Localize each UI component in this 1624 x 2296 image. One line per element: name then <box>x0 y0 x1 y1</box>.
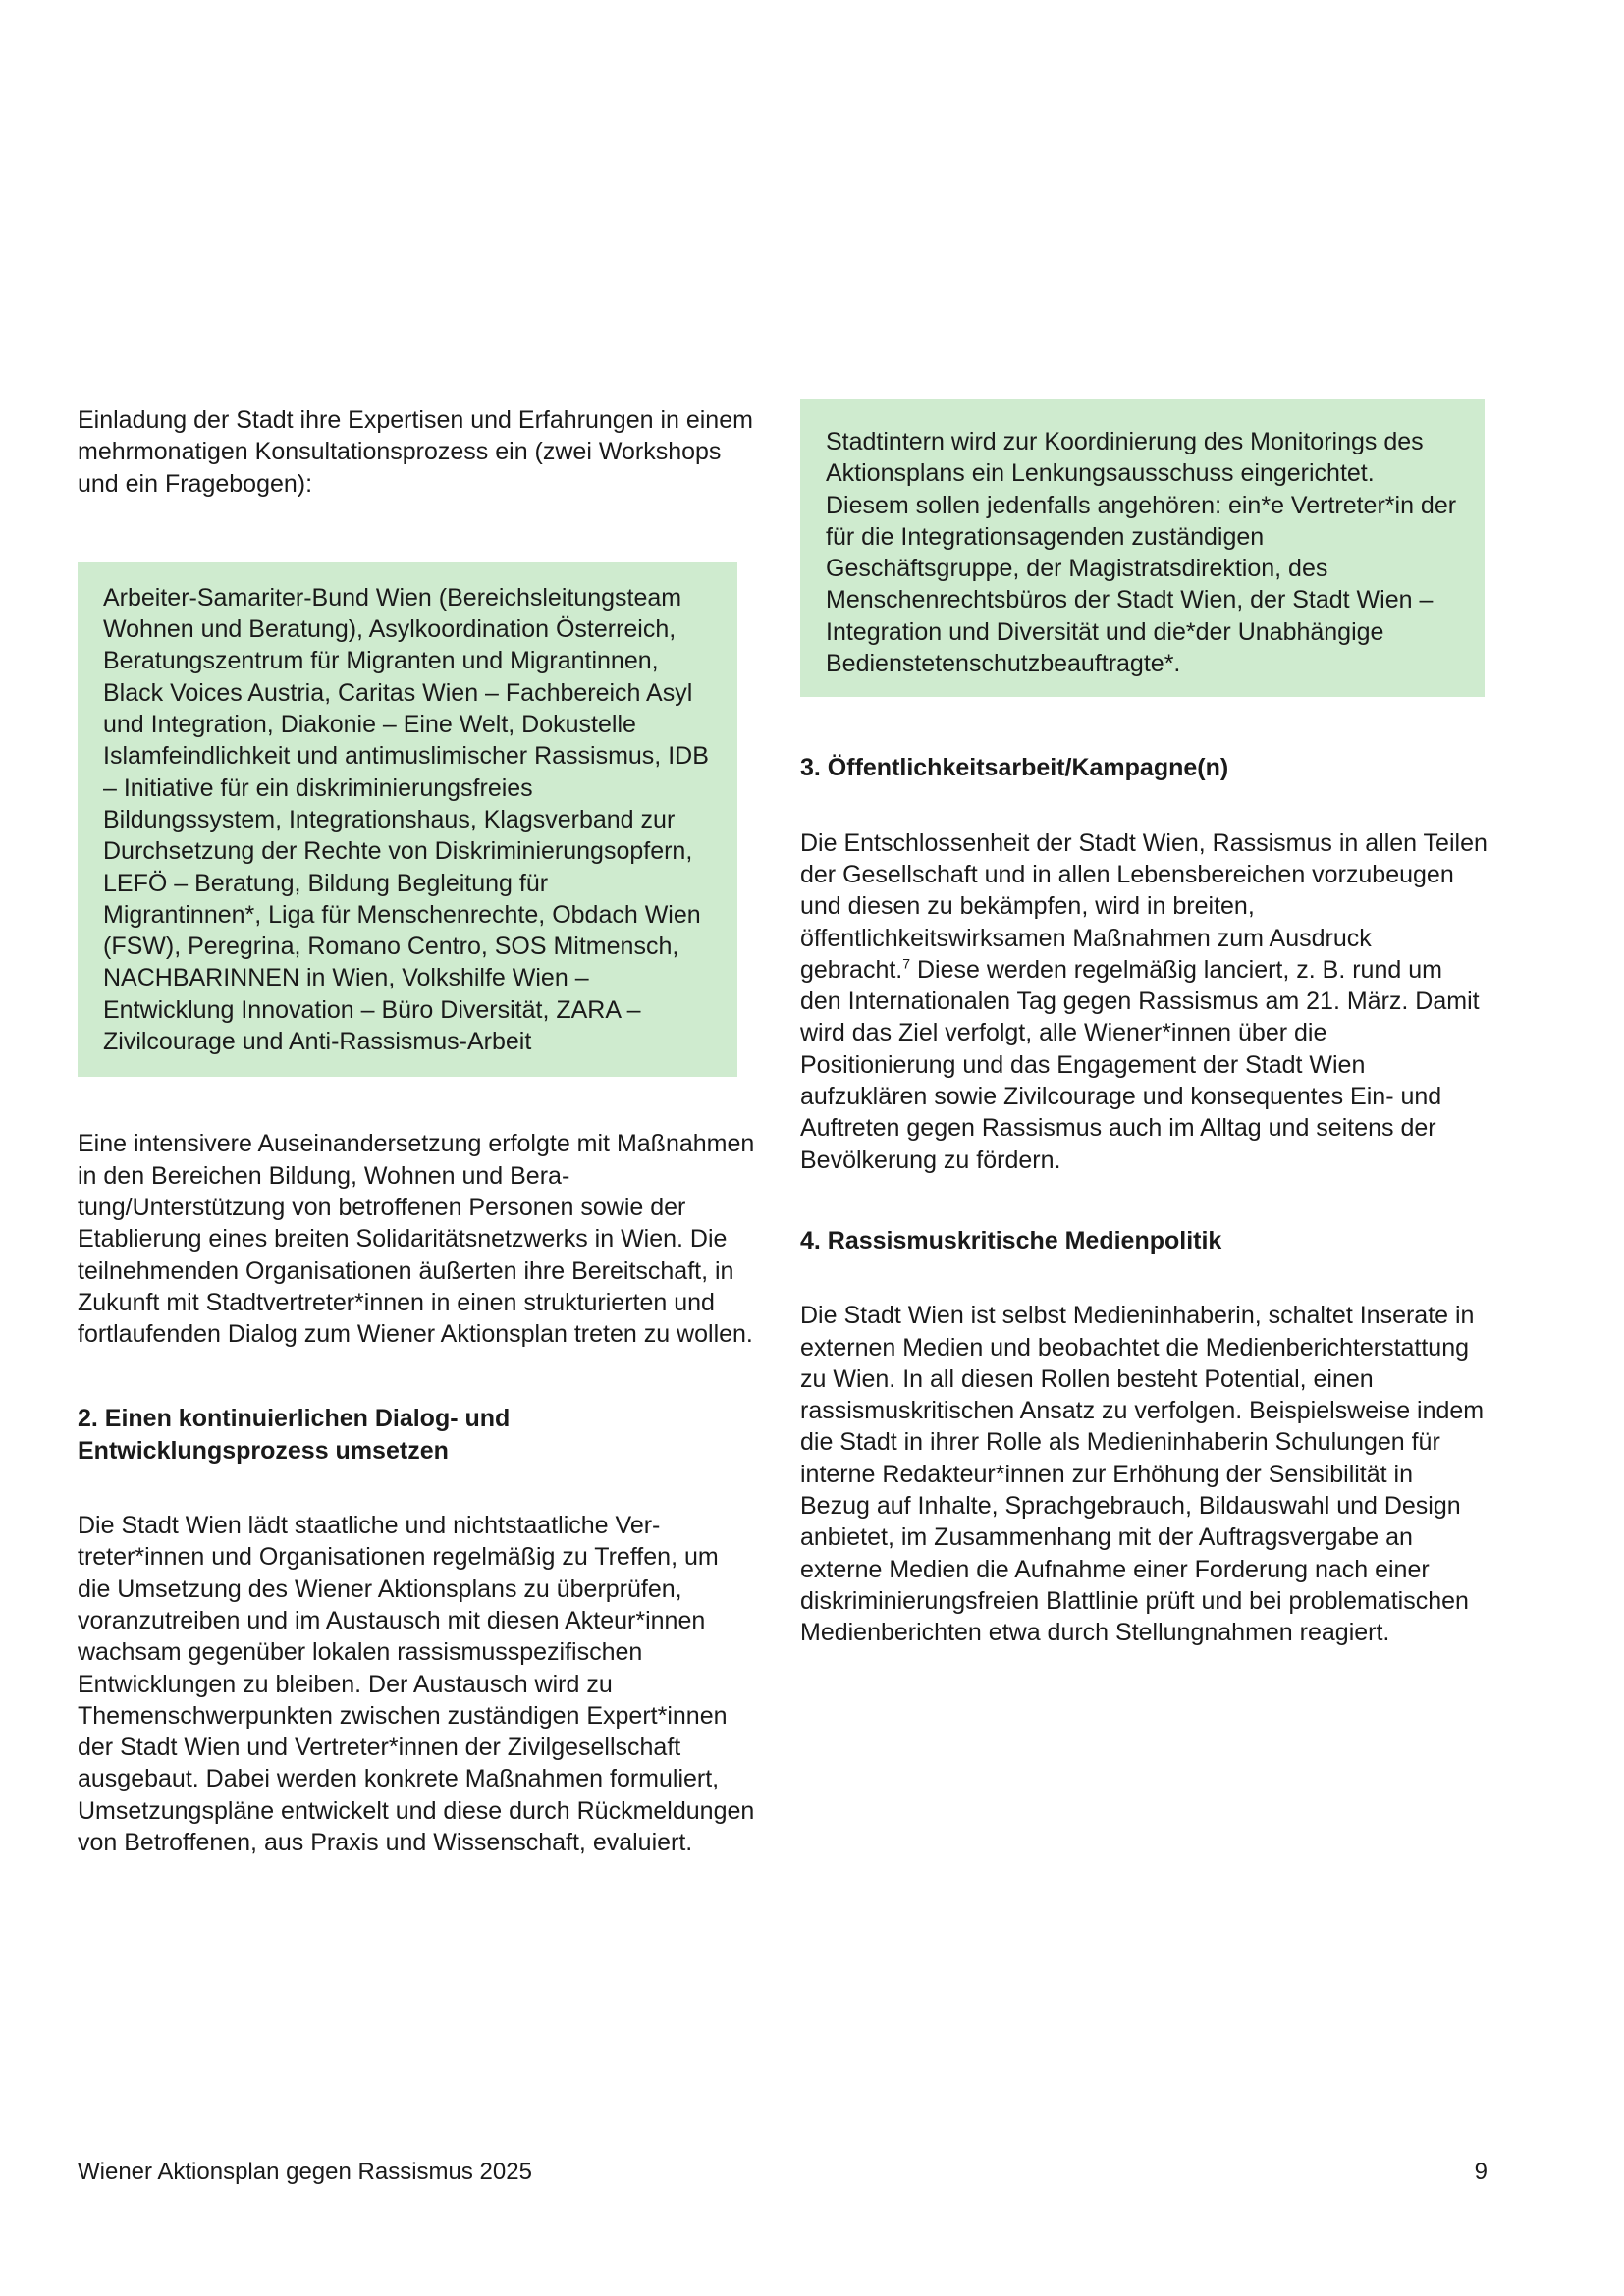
organizations-list: Arbeiter-Samariter-Bund Wien (Bereichsleitungsteam Wohnen und Beratung), Asylkoordination Österreich, Beratungszentrum für Migranten und Migrantinnen, Black Voices Austria, Caritas Wien – Fachbereich Asyl und Integration, Diakonie – Eine Welt, Dokustelle Islamfeindlichkeit und antimuslimischer Rassismus, IDB – Initiative für ein diskriminierungsfreies Bildungssystem, Integrationshaus, Klagsverband zur Durchsetzung der Rechte von Diskriminierungsopfern, LEFÖ – Beratung, Bildung Begleitung für Migrantinnen*, Liga für Menschenrechte, Obdach Wien (FSW), Peregrina, Romano Centro, SOS Mitmensch, NACHBARINNEN in Wien, Volkshilfe Wien – Entwicklung Innovation – Büro Diversität, ZARA – Zivilcourage und Anti-Rassismus-Arbeit <box>103 583 709 1056</box>
page-number: 9 <box>1474 2159 1488 2185</box>
footnote-reference: 7 <box>902 955 911 972</box>
section-3-text-b: Diese werden regelmäßig lanciert, z. B. rund um den Internationalen Tag gegen Rassismus am 21. März. Damit wird das Ziel verfolgt, alle Wiener*innen über die Positionierung und das Engagement der Stadt Wien aufzuklären sowie Zivilcourage und konsequentes Ein- und Auftreten gegen Rassismus auch im Alltag und seitens der Bevölkerung zu fördern. <box>800 955 1480 1174</box>
section-4-heading: 4. Rassismuskritische Medienpolitik <box>800 1226 1222 1255</box>
section-4-paragraph: Die Stadt Wien ist selbst Medieninhaberin, schaltet Inserate in externen Medien und beobachtet die Medienberichterstattung zu Wien. In all diesen Rollen besteht Potential, einen rassismuskritischen Ansatz zu verfolgen. Beispielsweise indem die Stadt in ihrer Rolle als Medieninhaberin Schulungen für interne Redakteur*innen zur Erhöhung der Sensibilität in Bezug auf Inhalte, Sprachgebrauch, Bildauswahl und Design anbietet, im Zusammenhang mit der Auftragsvergabe an externe Medien die Aufnahme einer Forderung nach einer diskriminierungsfreien Blattlinie prüft und bei problematischen Medienberichten etwa durch Stellungnahmen reagiert. <box>800 1302 1485 1647</box>
monitoring-box <box>800 399 1485 697</box>
monitoring-text: Stadtintern wird zur Koordinierung des Monitorings des Aktionsplans ein Lenkungsausschuss eingerichtet. Diesem sollen jedenfalls angehören: ein*e Vertreter*in der für die Integrationsagenden zuständigen Geschäftsgruppe, der Magistratsdirektion, des Menschenrechtsbüros der Stadt Wien, der Stadt Wien – Integration und Diversität und die*der Unabhängige Bedienstetenschutzbeauftragte*. <box>826 428 1457 678</box>
section-2-heading: 2. Einen kontinuierlichen Dialog- und Entwicklungsprozess umsetzen <box>78 1405 511 1465</box>
section-3-heading: 3. Öffentlichkeitsarbeit/Kampagne(n) <box>800 754 1229 782</box>
discussion-paragraph: Eine intensivere Auseinandersetzung erfolgte mit Maßnahmen in den Bereichen Bildung, Wohnen und Beratung/Unterstützung von betroffenen Personen sowie der Etablierung eines breiten Solidaritätsnetzwerks in Wien. Die teilnehmenden Organisationen äußerten ihre Bereitschaft, in Zukunft mit Stadtvertreter*innen in einen strukturierten und fortlaufenden Dialog zum Wiener Aktionsplan treten zu wollen. <box>78 1130 755 1349</box>
left-column <box>78 404 755 1858</box>
section-3-paragraph <box>800 828 1488 1176</box>
intro-paragraph: Einladung der Stadt ihre Expertisen und Erfahrungen in einem mehrmonatigen Konsultationsprozess ein (zwei Workshops und ein Fragebogen): <box>78 406 753 498</box>
footer-title: Wiener Aktionsplan gegen Rassismus 2025 <box>78 2159 532 2185</box>
right-column <box>800 404 1488 1649</box>
organizations-box <box>78 562 737 1077</box>
section-3-text-a: Die Entschlossenheit der Stadt Wien, Rassismus in allen Teilen der Gesellschaft und in allen Lebensbereichen vorzubeugen und diesen zu bekämpfen, wird in breiten, öffentlichkeitswirksamen Maßnahmen zum Ausdruck gebracht. <box>800 828 1488 984</box>
section-2-paragraph: Die Stadt Wien lädt staatliche und nichtstaatliche Vertreter*innen und Organisationen regelmäßig zu Treffen, um die Umsetzung des Wiener Aktionsplans zu überprüfen, voranzutreiben und im Austausch mit diesen Akteur*innen wachsam gegenüber lokalen rassismusspezifischen Entwicklungen zu bleiben. Der Austausch wird zu Themenschwerpunkten zwischen zuständigen Expert*innen der Stadt Wien und Vertreter*innen der Zivilgesellschaft ausgebaut. Dabei werden konkrete Maßnahmen formuliert, Umsetzungspläne entwickelt und diese durch Rückmeldungen von Betroffenen, aus Praxis und Wissenschaft, evaluiert. <box>78 1512 755 1856</box>
